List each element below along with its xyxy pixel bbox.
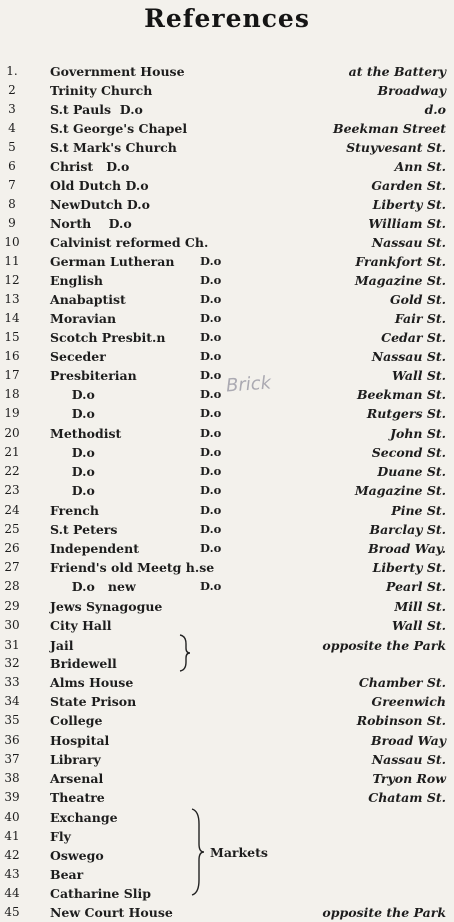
reference-name: Trinity Church [50, 83, 153, 98]
reference-row [0, 865, 454, 884]
reference-name: Christ D.o [50, 159, 130, 174]
reference-name: Fly [50, 829, 71, 844]
reference-location: Cedar St. [381, 330, 446, 345]
reference-name: Library [50, 752, 101, 767]
reference-row [0, 769, 454, 788]
reference-number: 11 [4, 254, 20, 268]
reference-name: NewDutch D.o [50, 197, 150, 212]
reference-name: S.t Pauls D.o [50, 102, 143, 117]
reference-location: John St. [390, 426, 446, 441]
reference-location: Chatam St. [368, 790, 446, 805]
reference-ditto: D.o [200, 503, 222, 517]
reference-number: 27 [4, 560, 20, 574]
reference-ditto: D.o [200, 254, 222, 268]
reference-location: Garden St. [371, 178, 446, 193]
reference-location: Wall St. [391, 368, 446, 383]
reference-name: State Prison [50, 694, 137, 709]
reference-ditto: D.o [200, 464, 222, 478]
reference-number: 34 [4, 694, 20, 708]
reference-row [0, 290, 454, 309]
reference-ditto: D.o [200, 406, 222, 420]
reference-row [0, 654, 454, 673]
reference-number: 35 [4, 713, 20, 727]
reference-name: S.t Mark's Church [50, 140, 177, 155]
reference-location: Robinson St. [356, 713, 446, 728]
reference-name: Alms House [50, 675, 134, 690]
reference-row [0, 119, 454, 138]
reference-location: Liberty St. [372, 560, 446, 575]
reference-row [0, 636, 454, 655]
reference-ditto: D.o [200, 483, 222, 497]
reference-row [0, 750, 454, 769]
reference-number: 26 [4, 541, 20, 555]
reference-ditto: D.o [200, 522, 222, 536]
reference-number: 38 [4, 771, 20, 785]
reference-number: 33 [4, 675, 20, 689]
reference-location: Nassau St. [371, 752, 446, 767]
reference-location: Liberty St. [372, 197, 446, 212]
reference-row [0, 195, 454, 214]
reference-name: College [50, 713, 103, 728]
reference-row [0, 884, 454, 903]
reference-name: Government House [50, 64, 185, 79]
reference-location: Beekman St. [356, 387, 446, 402]
brace-jail-bridewell [178, 634, 192, 672]
reference-name: D.o [50, 445, 95, 460]
reference-name: Seceder [50, 349, 106, 364]
reference-location: William St. [368, 216, 446, 231]
reference-row [0, 788, 454, 807]
reference-row [0, 328, 454, 347]
reference-name: Bear [50, 867, 84, 882]
reference-row [0, 271, 454, 290]
reference-number: 29 [4, 599, 20, 613]
reference-number: 31 [4, 638, 20, 652]
reference-location: Rutgers St. [366, 406, 446, 421]
reference-location: Stuyvesant St. [346, 140, 446, 155]
reference-name: Arsenal [50, 771, 104, 786]
reference-number: 18 [4, 387, 20, 401]
reference-row [0, 711, 454, 730]
reference-number: 45 [4, 905, 20, 919]
reference-row [0, 577, 454, 596]
reference-location: Pearl St. [386, 579, 446, 594]
reference-name: Calvinist reformed Ch. [50, 235, 209, 250]
reference-location: Pine St. [391, 503, 446, 518]
reference-name: S.t George's Chapel [50, 121, 188, 136]
reference-name: D.o [50, 464, 95, 479]
reference-number: 16 [4, 349, 20, 363]
reference-row [0, 731, 454, 750]
reference-name: Friend's old Meetg h.se [50, 560, 215, 575]
reference-name: D.o new [50, 579, 136, 594]
reference-location: Nassau St. [371, 235, 446, 250]
reference-number: 30 [4, 618, 20, 632]
reference-row [0, 81, 454, 100]
reference-number: 3 [8, 102, 16, 116]
reference-location: Fair St. [394, 311, 446, 326]
reference-name: Bridewell [50, 656, 117, 671]
brace-markets [190, 808, 206, 896]
reference-number: 41 [4, 829, 20, 843]
reference-ditto: D.o [200, 292, 222, 306]
reference-number: 13 [4, 292, 20, 306]
reference-number: 10 [4, 235, 20, 249]
reference-row [0, 692, 454, 711]
reference-ditto: D.o [200, 330, 222, 344]
reference-number: 21 [4, 445, 20, 459]
reference-row [0, 501, 454, 520]
reference-name: Independent [50, 541, 139, 556]
reference-number: 7 [8, 178, 16, 192]
reference-name: Theatre [50, 790, 105, 805]
reference-row [0, 176, 454, 195]
reference-number: 25 [4, 522, 20, 536]
reference-number: 40 [4, 810, 20, 824]
reference-location: Gold St. [389, 292, 446, 307]
reference-location: Broad Way [371, 733, 446, 748]
reference-number: 9 [8, 216, 16, 230]
reference-number: 1. [6, 64, 18, 78]
reference-location: Broad Way. [368, 541, 446, 556]
reference-location: Frankfort St. [355, 254, 446, 269]
reference-ditto: D.o [200, 541, 222, 555]
reference-ditto: D.o [200, 311, 222, 325]
reference-number: 4 [8, 121, 16, 135]
reference-name: Scotch Presbit.n [50, 330, 166, 345]
reference-name: Presbiterian [50, 368, 137, 383]
reference-name: Methodist [50, 426, 122, 441]
reference-ditto: D.o [200, 273, 222, 287]
reference-row [0, 424, 454, 443]
reference-row [0, 404, 454, 423]
reference-name: S.t Peters [50, 522, 118, 537]
reference-row [0, 597, 454, 616]
reference-location: Barclay St. [369, 522, 446, 537]
reference-row [0, 903, 454, 922]
reference-location: Ann St. [394, 159, 446, 174]
reference-row [0, 62, 454, 81]
reference-number: 44 [4, 886, 20, 900]
reference-name: French [50, 503, 99, 518]
reference-number: 28 [4, 579, 20, 593]
reference-name: City Hall [50, 618, 112, 633]
reference-number: 6 [8, 159, 16, 173]
reference-row [0, 808, 454, 827]
reference-ditto: D.o [200, 368, 222, 382]
reference-ditto: D.o [200, 445, 222, 459]
reference-row [0, 539, 454, 558]
reference-location: d.o [424, 102, 446, 117]
reference-location: Magazine St. [354, 483, 446, 498]
reference-number: 15 [4, 330, 20, 344]
markets-label: Markets [210, 845, 268, 860]
reference-ditto: D.o [200, 349, 222, 363]
reference-name: English [50, 273, 103, 288]
reference-row [0, 443, 454, 462]
reference-number: 12 [4, 273, 20, 287]
reference-number: 22 [4, 464, 20, 478]
reference-row [0, 481, 454, 500]
reference-number: 20 [4, 426, 20, 440]
reference-row [0, 347, 454, 366]
reference-location: Greenwich [371, 694, 446, 709]
reference-number: 23 [4, 483, 20, 497]
reference-location: opposite the Park [322, 905, 446, 920]
reference-location: Second St. [371, 445, 446, 460]
reference-number: 32 [4, 656, 20, 670]
reference-row [0, 462, 454, 481]
reference-number: 17 [4, 368, 20, 382]
reference-location: Magazine St. [354, 273, 446, 288]
reference-row [0, 520, 454, 539]
reference-location: Tryon Row [372, 771, 446, 786]
reference-number: 14 [4, 311, 20, 325]
reference-number: 19 [4, 406, 20, 420]
reference-name: Exchange [50, 810, 118, 825]
reference-name: German Lutheran [50, 254, 175, 269]
reference-row [0, 616, 454, 635]
reference-location: Beekman Street [333, 121, 446, 136]
reference-name: New Court House [50, 905, 173, 920]
page-title: References [144, 4, 310, 33]
reference-row [0, 558, 454, 577]
reference-name: Moravian [50, 311, 117, 326]
reference-row [0, 309, 454, 328]
reference-number: 39 [4, 790, 20, 804]
reference-location: at the Battery [348, 64, 446, 79]
reference-row [0, 138, 454, 157]
reference-ditto: D.o [200, 387, 222, 401]
reference-location: Wall St. [391, 618, 446, 633]
reference-name: Jail [50, 638, 74, 653]
reference-location: Chamber St. [358, 675, 446, 690]
reference-name: D.o [50, 483, 95, 498]
reference-row [0, 233, 454, 252]
reference-number: 42 [4, 848, 20, 862]
reference-location: opposite the Park [322, 638, 446, 653]
reference-location: Duane St. [377, 464, 446, 479]
reference-name: Anabaptist [50, 292, 126, 307]
reference-row [0, 157, 454, 176]
reference-name: Oswego [50, 848, 104, 863]
reference-row [0, 100, 454, 119]
reference-ditto: D.o [200, 579, 222, 593]
reference-name: Old Dutch D.o [50, 178, 149, 193]
reference-name: Catharine Slip [50, 886, 152, 901]
reference-location: Nassau St. [371, 349, 446, 364]
reference-number: 36 [4, 733, 20, 747]
reference-name: D.o [50, 387, 95, 402]
reference-number: 8 [8, 197, 16, 211]
reference-number: 5 [8, 140, 16, 154]
reference-location: Broadway [377, 83, 446, 98]
reference-number: 24 [4, 503, 20, 517]
reference-location: Mill St. [394, 599, 446, 614]
reference-row [0, 827, 454, 846]
reference-number: 43 [4, 867, 20, 881]
reference-number: 37 [4, 752, 20, 766]
reference-row [0, 214, 454, 233]
reference-name: Hospital [50, 733, 110, 748]
reference-number: 2 [8, 83, 16, 97]
reference-name: North D.o [50, 216, 132, 231]
pencil-annotation: Brick [225, 372, 272, 397]
reference-name: D.o [50, 406, 95, 421]
reference-ditto: D.o [200, 426, 222, 440]
reference-row [0, 252, 454, 271]
reference-name: Jews Synagogue [50, 599, 163, 614]
reference-row [0, 673, 454, 692]
